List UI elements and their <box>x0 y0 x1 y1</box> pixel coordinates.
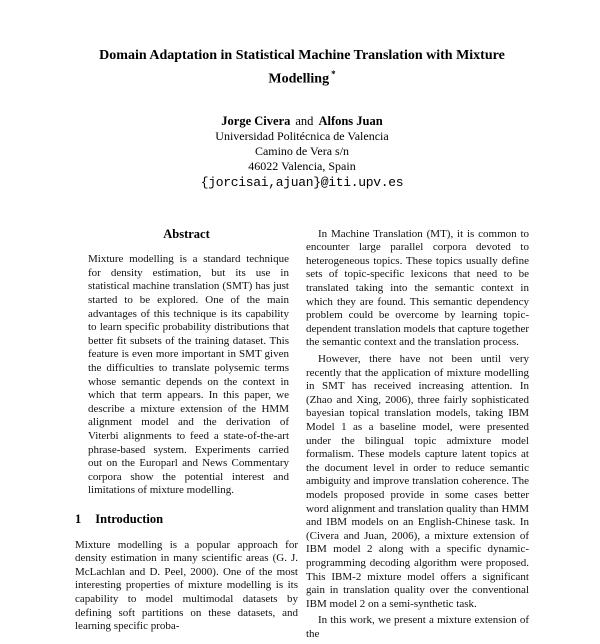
author-name-2: Alfons Juan <box>318 113 383 128</box>
section-heading-introduction <box>75 513 298 527</box>
email-address: {jorcisai,ajuan}@iti.upv.es <box>200 174 404 190</box>
affiliation-line-city: 46022 Valencia, Spain <box>248 158 356 173</box>
paper-title-line-2-text: Modelling <box>268 71 330 87</box>
author-conjunction: and <box>295 113 314 128</box>
paper-title-line-1: Domain Adaptation in Statistical Machine Translation with Mixture <box>99 48 505 63</box>
abstract-text: Mixture modelling is a standard technique for density estimation, but its use in statistical machine translation (SMT) has just started to be explored. One of the main advantages of this technique is its capability to learn specific probability distributions that better fit subsets of the training dataset. This feature is even more important in SMT given the difficulties to translate polysemic terms whose semantic depends on the context in which that term appears. In this paper, we describe a mixture extension of the HMM alignment model and the derivation of Viterbi alignments to feed a state-of-the-art phrase-based system. Experiments carried out on the Europarl and News Commentary corpora show the potential interest and limitations of mixture modelling. <box>88 253 289 497</box>
author-name-1: Jorge Civera <box>221 113 291 128</box>
affiliation-line-street: Camino de Vera s/n <box>254 143 350 158</box>
paper-title-line-2 <box>75 65 529 89</box>
section-number: 1 <box>75 511 82 526</box>
two-column-body <box>75 228 529 644</box>
author-block <box>75 114 529 190</box>
right-column-paragraph-2: However, there have not been until very recently that the application of mixture modelling in SMT has received increasing attention. In (Zhao and Xing, 2006), three fairly sophisticated bayesian topical translation models, taking IBM Model 1 as a baseline model, were presented under the bilingual topic admixture model formalism. These models capture latent topics at the document level in order to reduce semantic ambiguity and improve translation coherence. The models proposed provide in some cases better word alignment and translation quality than HMM and IBM models on an English-Chinese task. In (Civera and Juan, 2006), a mixture extension of IBM model 2 along with a specific dynamic-programming decoding algorithm were proposed. This IBM-2 mixture model offers a significant gain in translation quality over the conventional IBM model 2 on a semi-synthetic task. <box>306 353 529 610</box>
right-column-paragraph-1: In Machine Translation (MT), it is common to encounter large parallel corpora devoted to heterogeneous topics. These topics usually define sets of topic-specific lexicons that need to be translated taking into the semantic context in which they are found. This semantic dependency problem could be overcome by learning topic-dependent translation models that capture together the semantic context and the translation process. <box>306 227 529 349</box>
affiliation-line-university: Universidad Politécnica de Valencia <box>215 128 389 143</box>
introduction-paragraph: Mixture modelling is a popular approach for density estimation in many scientific areas (G. J. McLachlan and D. Peel, 2000). One of the most interesting properties of mixture modelling is its capability to model multimodal datasets by defining soft partitions on these datasets, and learning specific proba- <box>75 538 298 633</box>
abstract-heading: Abstract <box>163 226 210 241</box>
section-title: Introduction <box>95 511 164 526</box>
right-column <box>306 228 529 644</box>
paper-title <box>75 46 529 89</box>
right-column-paragraph-3: In this work, we present a mixture extension of the <box>306 614 529 640</box>
title-footnote-mark: * <box>331 69 336 79</box>
left-column <box>75 228 298 644</box>
author-names <box>75 114 529 129</box>
